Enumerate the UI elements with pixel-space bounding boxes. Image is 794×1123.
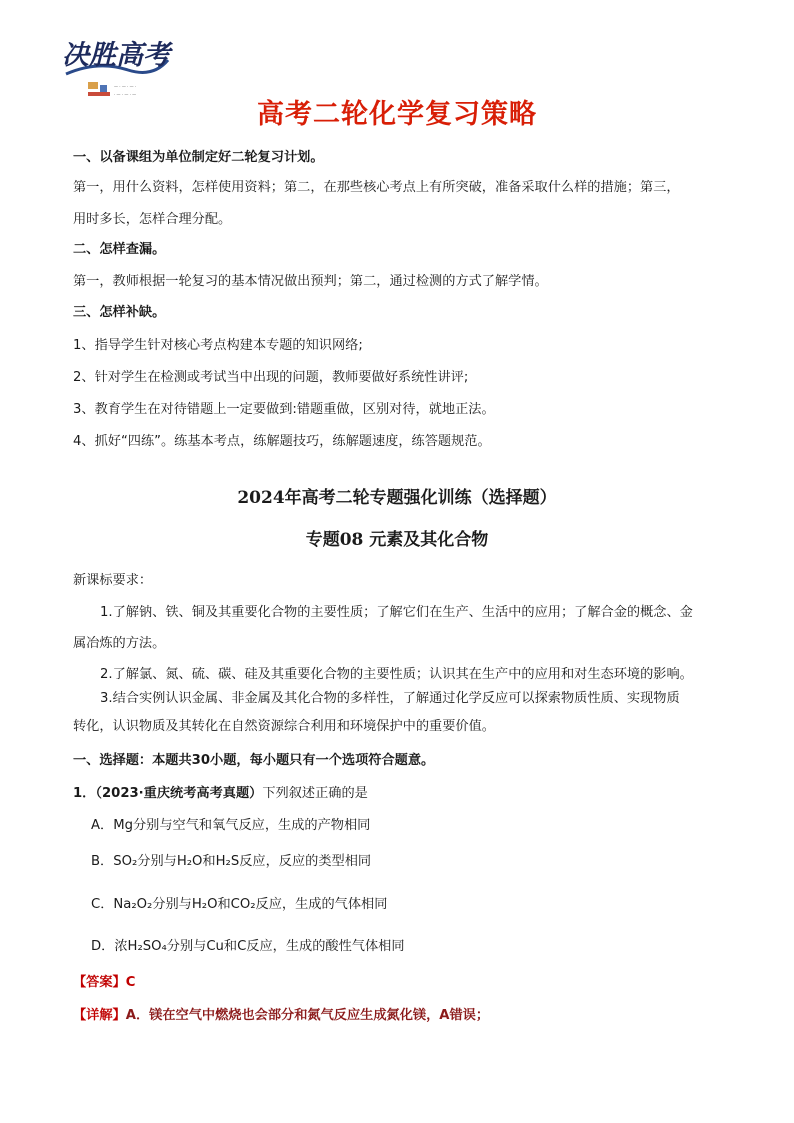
document-title: 高考二轮化学复习策略 [257, 99, 537, 130]
question-option-c [91, 895, 724, 915]
svg-text:决胜高考: 决胜高考 [62, 40, 170, 71]
answer-line [73, 973, 724, 993]
strategy-paragraph-1: 第一，用什么资料，怎样使用资料；第二，在那些核心考点上有所突破，准备采取什么样的措施；第三， [73, 180, 680, 195]
question-option-b [91, 852, 724, 872]
topic-title: 专题08 元素及其化合物 [305, 530, 489, 550]
section-title: 2024年高考二轮专题强化训练（选择题） [237, 488, 557, 508]
detail-line [73, 1006, 724, 1026]
multiple-choice-header: 一、选择题：本题共30小题，每小题只有一个选项符合题意。 [73, 753, 435, 768]
strategy-paragraph-1-cont: 用时多长，怎样合理分配。 [73, 212, 232, 227]
svg-text:— · — · — ·: — · — · — · [114, 84, 137, 89]
question-source: （2023·重庆统考高考真题） [95, 786, 263, 801]
question-text: 下列叙述正确的是 [262, 786, 368, 801]
strategy-heading-3: 三、怎样补缺。 [73, 305, 166, 320]
strategy-item-2: 2、针对学生在检测或考试当中出现的问题，教师要做好系统性讲评; [73, 370, 469, 385]
question-option-a [91, 816, 724, 836]
standards-label: 新课标要求： [73, 573, 153, 588]
strategy-heading-2: 二、怎样查漏。 [73, 242, 166, 257]
strategy-item-1: 1、指导学生针对核心考点构建本专题的知识网络; [73, 338, 363, 353]
option-a-label: A． [91, 818, 114, 833]
strategy-item-4: 4、抓好“四练”。练基本考点，练解题技巧，练解题速度，练答题规范。 [73, 434, 491, 449]
question-1-stem [73, 784, 724, 804]
option-d-label: D． [91, 939, 115, 954]
svg-text:· — · — · —: · — · — · — [114, 92, 137, 97]
strategy-paragraph-2: 第一，教师根据一轮复习的基本情况做出预判；第二，通过检测的方式了解学情。 [73, 274, 548, 289]
option-b-text: SO₂分别与H₂O和H₂S反应，反应的类型相同 [113, 854, 372, 869]
option-b-label: B． [91, 854, 114, 869]
answer-value: C [125, 975, 136, 990]
question-number: 1． [73, 786, 96, 801]
option-d-text: 浓H₂SO₄分别与Cu和C反应，生成的酸性气体相同 [114, 939, 405, 954]
strategy-item-3: 3、教育学生在对待错题上一定要做到:错题重做，区别对待，就地正法。 [73, 402, 495, 417]
standard-3-cont: 转化，认识物质及其转化在自然资源综合利用和环境保护中的重要价值。 [73, 719, 495, 734]
option-a-text: Mg分别与空气和氧气反应，生成的产物相同 [113, 818, 371, 833]
answer-tag: 【答案】 [73, 975, 126, 990]
standard-1-cont: 属冶炼的方法。 [73, 636, 166, 651]
strategy-heading-1: 一、以备课组为单位制定好二轮复习计划。 [73, 150, 324, 165]
standard-1: 1.了解钠、铁、铜及其重要化合物的主要性质；了解它们在生产、生活中的应用；了解合金的概念、金 [100, 605, 693, 620]
detail-tag: 【详解】 [73, 1008, 126, 1023]
option-c-text: Na₂O₂分别与H₂O和CO₂反应，生成的气体相同 [113, 897, 388, 912]
standard-3: 3.结合实例认识金属、非金属及其化合物的多样性，了解通过化学反应可以探索物质性质、实现物质 [100, 691, 680, 706]
detail-text: A．镁在空气中燃烧也会部分和氮气反应生成氮化镁，A错误； [125, 1008, 490, 1023]
question-option-d [91, 937, 724, 957]
option-c-label: C． [91, 897, 114, 912]
standard-2: 2.了解氯、氮、硫、碳、硅及其重要化合物的主要性质；认识其在生产中的应用和对生态环境的影响。 [100, 667, 693, 682]
